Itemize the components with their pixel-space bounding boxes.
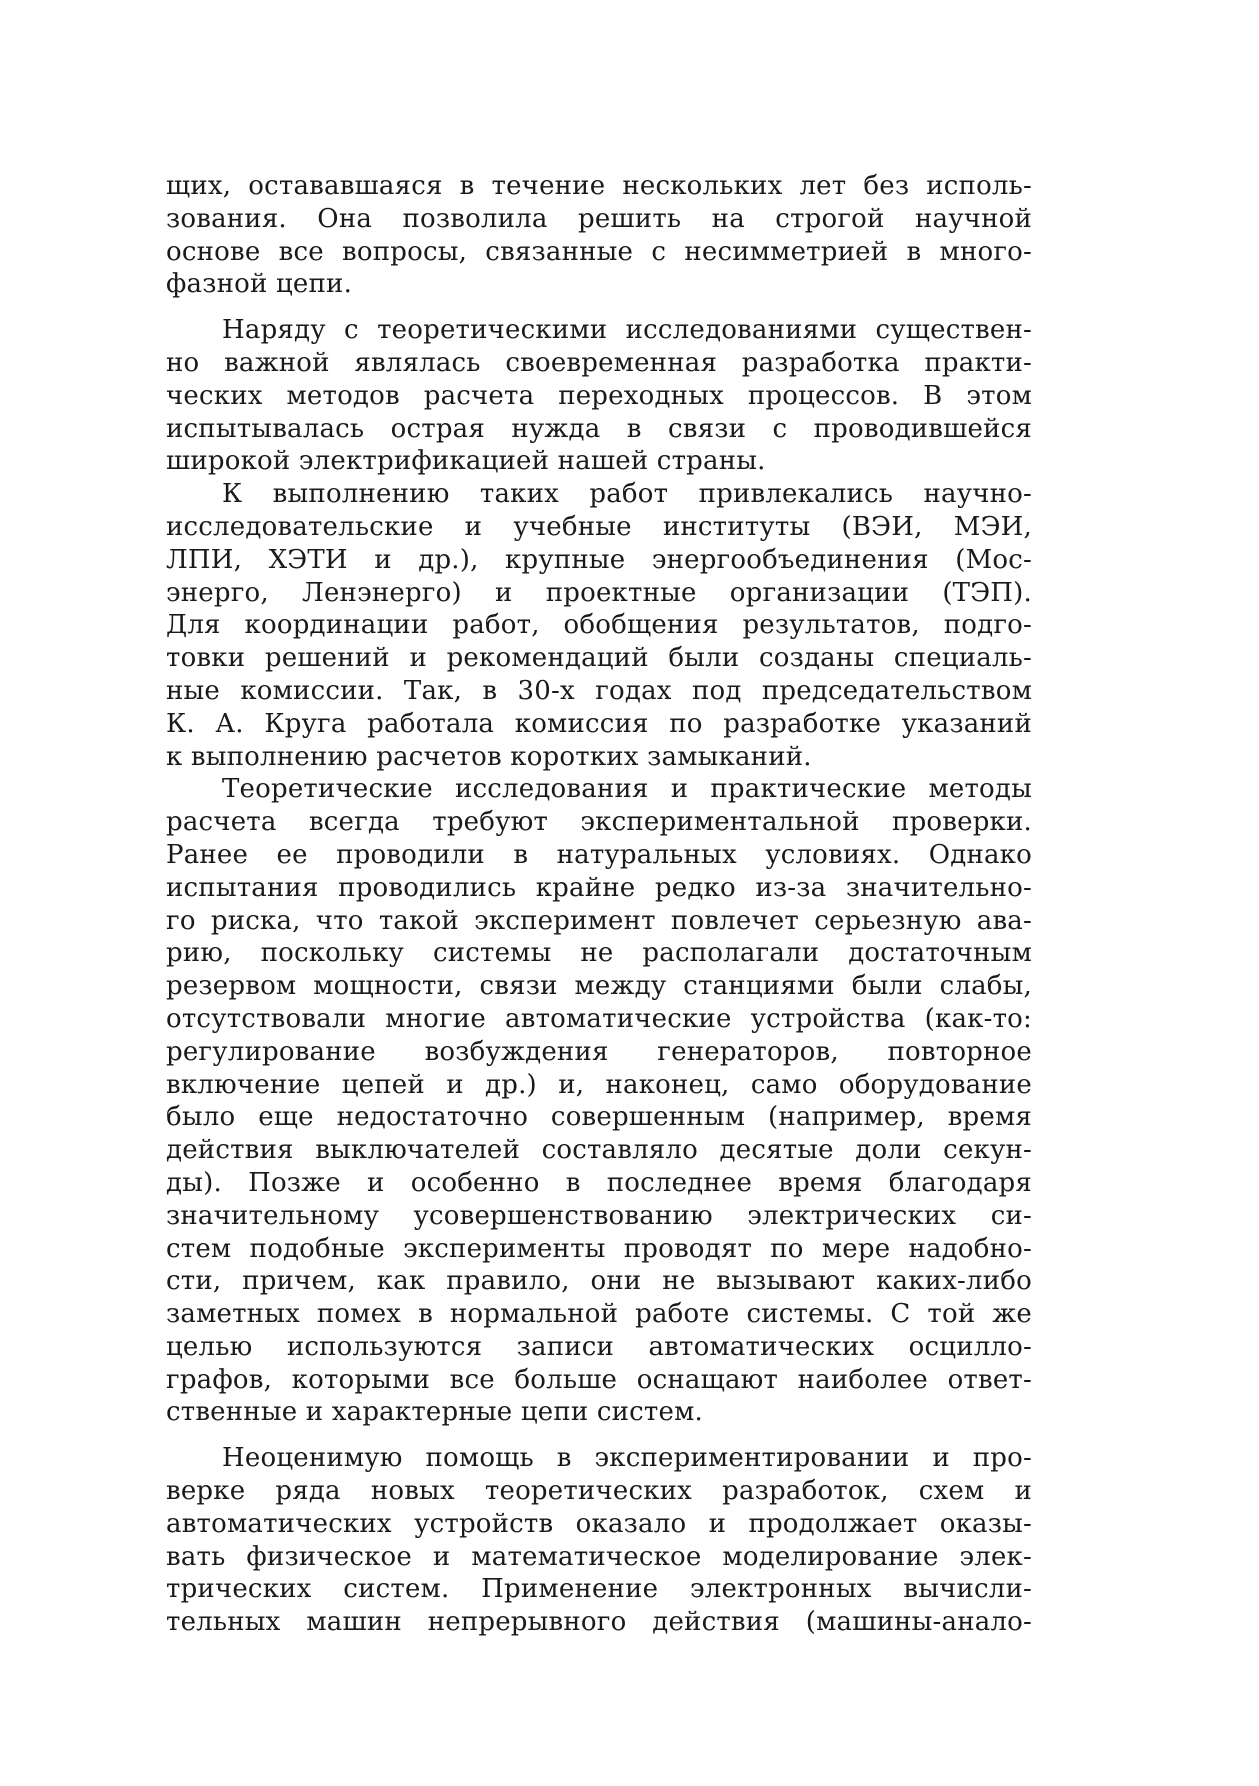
text-line: испытывалась острая нужда в связи с проводившейся: [166, 413, 1032, 444]
text-line: го риска, что такой эксперимент повлечет серьезную ава-: [166, 905, 1032, 936]
text-line: энерго, Ленэнерго) и проектные организации (ТЭП).: [166, 577, 1032, 608]
paragraph-1: [166, 170, 1032, 301]
text-line: ные комиссии. Так, в 30-х годах под председательством: [166, 675, 1032, 706]
text-line: Неоценимую помощь в экспериментировании и про-: [222, 1443, 1032, 1474]
text-line: Ранее ее проводили в натуральных условиях. Однако: [166, 839, 1032, 870]
text-line: заметных помех в нормальной работе системы. С той же: [166, 1299, 1032, 1330]
text-line: Наряду с теоретическими исследованиями существен-: [222, 315, 1032, 346]
text-line: регулирование возбуждения генераторов, повторное: [166, 1036, 1032, 1067]
text-line: отсутствовали многие автоматические устройства (как-то:: [166, 1003, 1032, 1034]
text-line: графов, которыми все больше оснащают наиболее ответ-: [166, 1364, 1032, 1395]
text-line: тельных машин непрерывного действия (машины-анало-: [166, 1607, 1032, 1638]
text-line: сти, причем, как правило, они не вызывают каких-либо: [166, 1266, 1032, 1297]
text-line: испытания проводились крайне редко из-за значительно-: [166, 872, 1032, 903]
text-line: значительному усовершенствованию электрических си-: [166, 1200, 1032, 1231]
text-line: включение цепей и др.) и, наконец, само оборудование: [166, 1069, 1032, 1100]
text-line: Для координации работ, обобщения результатов, подго-: [166, 610, 1032, 641]
text-line: целью используются записи автоматических осцилло-: [166, 1331, 1032, 1362]
paragraph-2: [166, 314, 1032, 478]
text-line: основе все вопросы, связанные с несимметрией в много-: [166, 236, 1032, 267]
text-line: стем подобные эксперименты проводят по мере надобно-: [166, 1233, 1032, 1264]
text-line: вать физическое и математическое моделирование элек-: [166, 1541, 1032, 1572]
text-line: трических систем. Применение электронных вычисли-: [166, 1574, 1032, 1605]
text-line: было еще недостаточно совершенным (например, время: [166, 1102, 1032, 1133]
paragraph-5: [166, 1442, 1032, 1639]
paragraph-4: [166, 773, 1032, 1429]
text-line: действия выключателей составляло десятые доли секун-: [166, 1135, 1032, 1166]
text-line: фазной цепи.: [166, 269, 353, 300]
text-line: зования. Она позволила решить на строгой научной: [166, 203, 1032, 234]
text-line: резервом мощности, связи между станциями были слабы,: [166, 971, 1032, 1002]
text-line: товки решений и рекомендаций были созданы специаль-: [166, 643, 1032, 674]
text-line: щих, остававшаяся в течение нескольких лет без исполь-: [166, 171, 1032, 201]
paragraph-3: [166, 478, 1032, 773]
text-line: ственные и характерные цепи систем.: [166, 1397, 703, 1428]
text-line: К. А. Круга работала комиссия по разработке указаний: [166, 708, 1032, 739]
text-line: верке ряда новых теоретических разработок, схем и: [166, 1476, 1032, 1507]
text-line: широкой электрификацией нашей страны.: [166, 446, 766, 477]
text-line: ческих методов расчета переходных процессов. В этом: [166, 380, 1032, 411]
text-line: Теоретические исследования и практические методы: [222, 774, 1032, 805]
text-line: расчета всегда требуют экспериментальной проверки.: [166, 807, 1032, 838]
text-line: но важной являлась своевременная разработка практи-: [166, 347, 1032, 378]
text-line: исследовательские и учебные институты (ВЭИ, МЭИ,: [166, 511, 1032, 542]
body-text: [166, 170, 1032, 1639]
text-line: к выполнению расчетов коротких замыканий.: [166, 741, 812, 772]
text-line: автоматических устройств оказало и продолжает оказы-: [166, 1508, 1032, 1539]
text-line: рию, поскольку системы не располагали достаточным: [166, 938, 1032, 969]
text-line: ды). Позже и особенно в последнее время благодаря: [166, 1167, 1032, 1198]
text-line: ЛПИ, ХЭТИ и др.), крупные энергообъединения (Мос-: [166, 544, 1032, 575]
text-line: К выполнению таких работ привлекались научно-: [222, 479, 1032, 510]
